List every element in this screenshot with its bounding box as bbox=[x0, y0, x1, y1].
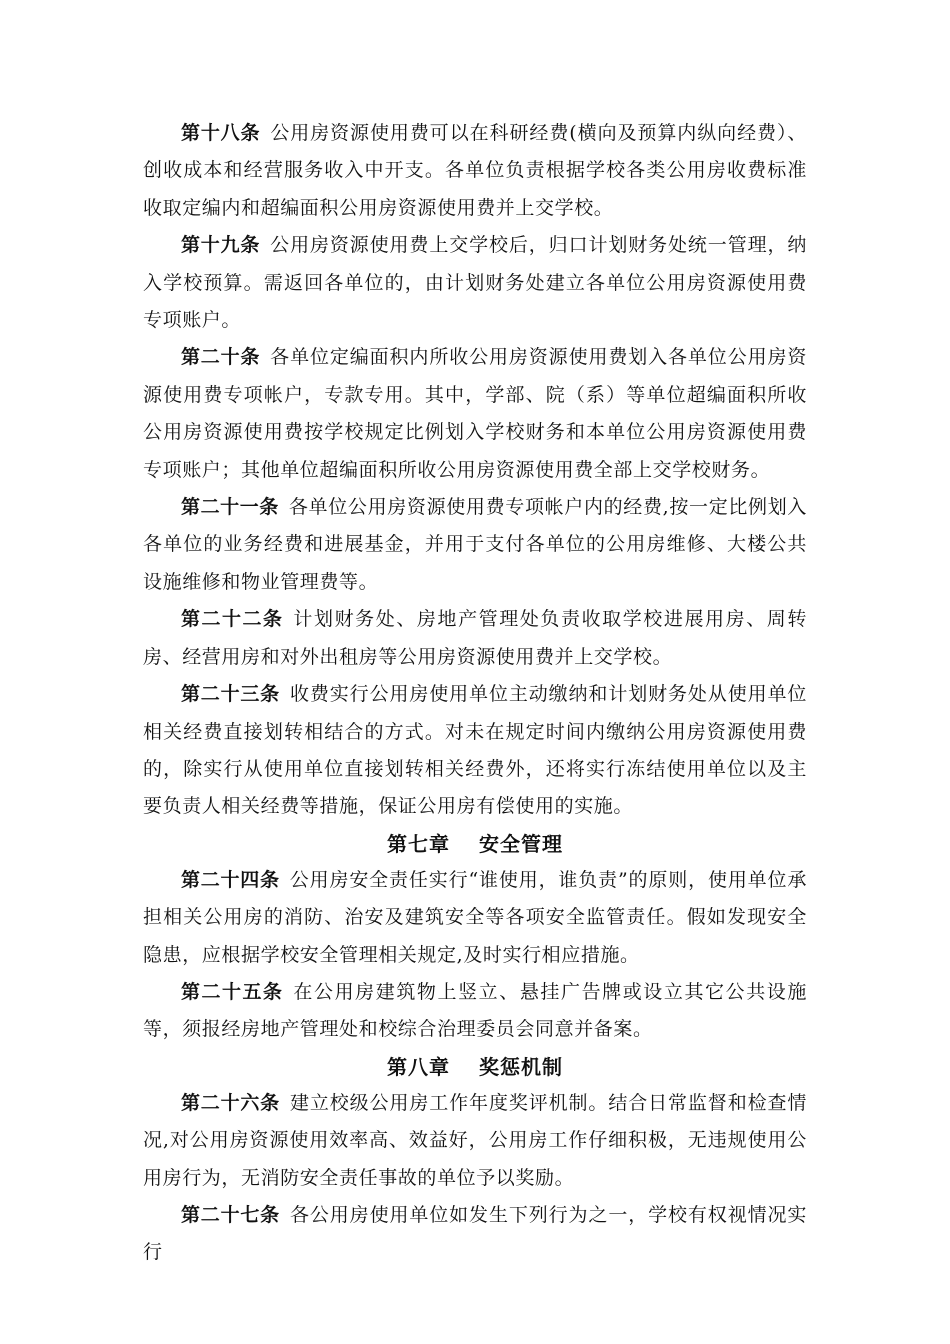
article-number: 第二十六条 bbox=[181, 1091, 280, 1114]
article-25 bbox=[143, 974, 807, 1049]
article-text: 公用房资源使用费上交学校后，归口计划财务处统一管理，纳入学校预算。需返回各单位的，由计划财务处建立各单位公用房资源使用费专项账户。 bbox=[143, 234, 807, 332]
article-number: 第二十条 bbox=[181, 346, 261, 369]
article-27 bbox=[143, 1197, 807, 1272]
article-26 bbox=[143, 1085, 807, 1197]
article-number: 第二十五条 bbox=[181, 980, 284, 1003]
article-24 bbox=[143, 862, 807, 974]
article-text: 收费实行公用房使用单位主动缴纳和计划财务处从使用单位相关经费直接划转相结合的方式。对未在规定时间内缴纳公用房资源使用费的，除实行从使用单位直接划转相关经费外，还将实行冻结使用单位以及主要负责人相关经费等措施，保证公用房有偿使用的实施。 bbox=[143, 683, 807, 818]
article-text: 公用房资源使用费可以在科研经费(横向及预算内纵向经费）、创收成本和经营服务收入中开支。各单位负责根据学校各类公用房收费标准收取定编内和超编面积公用房资源使用费并上交学校。 bbox=[143, 122, 807, 219]
article-number: 第二十七条 bbox=[181, 1203, 280, 1226]
article-text: 公用房安全责任实行“谁使用，谁负责”的原则，使用单位承担相关公用房的消防、治安及建筑安全等各项安全监管责任。假如发现安全隐患，应根据学校安全管理相关规定,及时实行相应措施。 bbox=[143, 868, 807, 966]
chapter-8-heading: 第八章 奖惩机制 bbox=[387, 1054, 563, 1079]
article-text: 计划财务处、房地产管理处负责收取学校进展用房、周转房、经营用房和对外出租房等公用房资源使用费并上交学校。 bbox=[143, 608, 807, 668]
article-20 bbox=[143, 339, 807, 489]
article-text: 各单位公用房资源使用费专项帐户内的经费,按一定比例划入各单位的业务经费和进展基金，并用于支付各单位的公用房维修、大楼公共设施维修和物业管理费等。 bbox=[143, 496, 807, 593]
article-22 bbox=[143, 601, 807, 676]
article-number: 第二十三条 bbox=[181, 683, 280, 706]
article-number: 第二十四条 bbox=[181, 868, 280, 891]
article-text: 建立校级公用房工作年度奖评机制。结合日常监督和检查情况,对公用房资源使用效率高、效益好，公用房工作仔细积极，无违规使用公用房行为，无消防安全责任事故的单位予以奖励。 bbox=[143, 1091, 807, 1189]
article-21 bbox=[143, 489, 807, 601]
article-text: 在公用房建筑物上竖立、悬挂广告牌或设立其它公共设施等，须报经房地产管理处和校综合治理委员会同意并备案。 bbox=[143, 980, 807, 1041]
article-number: 第十八条 bbox=[181, 122, 261, 144]
article-23 bbox=[143, 676, 807, 826]
article-text: 各公用房使用单位如发生下列行为之一，学校有权视情况实行 bbox=[143, 1203, 807, 1264]
article-18 bbox=[143, 115, 807, 227]
article-number: 第二十一条 bbox=[181, 496, 279, 519]
chapter-7-heading: 第七章 安全管理 bbox=[387, 831, 563, 856]
article-number: 第二十二条 bbox=[181, 608, 284, 631]
document-body bbox=[143, 115, 807, 1272]
article-19 bbox=[143, 227, 807, 339]
article-text: 各单位定编面积内所收公用房资源使用费划入各单位公用房资源使用费专项帐户，专款专用。其中，学部、院（系）等单位超编面积所收公用房资源使用费按学校规定比例划入学校财务和本单位公用房资源使用费专项账户；其他单位超编面积所收公用房资源使用费全部上交学校财务。 bbox=[143, 346, 807, 481]
article-number: 第十九条 bbox=[181, 234, 261, 257]
